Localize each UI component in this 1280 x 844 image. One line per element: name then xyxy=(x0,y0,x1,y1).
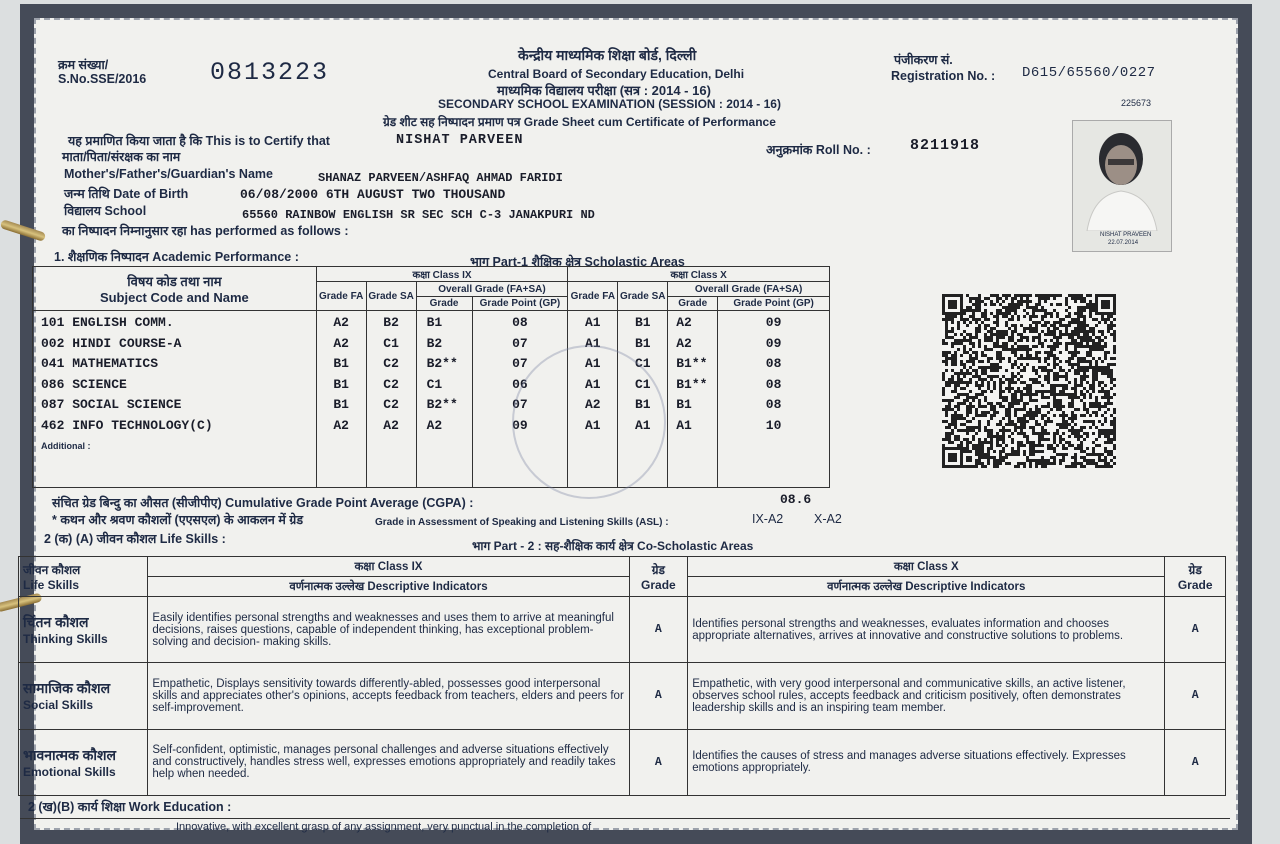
skill-grade-9: A xyxy=(629,729,688,795)
overall10-grade: B1** xyxy=(676,376,708,392)
skill-desc-10: Identifies the causes of stress and manages adverse situations effectively. Expresses emotions appropriately. xyxy=(688,729,1165,795)
gp9-value: 06 xyxy=(512,376,528,392)
subject-head-label: Subject Code and Name xyxy=(99,290,249,305)
fa10-grade: A1 xyxy=(585,417,601,433)
subject-name: 462 INFO TECHNOLOGY(C) xyxy=(41,417,213,433)
gp10-value: 08 xyxy=(765,397,782,412)
life-class9-head: कक्षा Class IX xyxy=(148,557,629,577)
fa9-grade: A2 xyxy=(333,417,349,433)
skill-name-hindi: चिंतन कौशल xyxy=(23,614,89,631)
skill-name: Social Skills xyxy=(23,698,94,713)
performed-label: का निष्पादन निम्नानुसार रहा has performed as follows : xyxy=(62,224,349,238)
gp10-value: 10 xyxy=(765,417,782,433)
dob-label: जन्म तिथि Date of Birth xyxy=(64,187,189,201)
work-education-divider xyxy=(20,818,1230,819)
asl-class9: IX-A2 xyxy=(752,512,784,526)
cgpa-label: संचित ग्रेड बिन्दु का औसत (सीजीपीए) Cumulative Grade Point Average (CGPA) : xyxy=(52,496,474,510)
work-education-title: 2 (ख)(B) कार्य शिक्षा Work Education : xyxy=(28,800,232,814)
grade-head-9: Grade xyxy=(416,297,472,311)
photo-date: 22.07.2014 xyxy=(1108,240,1139,246)
fa9-grade: B1 xyxy=(333,376,349,392)
sa10-grade: B1 xyxy=(634,335,651,351)
subject-head-hindi: विषय कोड तथा नाम xyxy=(127,274,222,289)
gp10-value: 08 xyxy=(765,376,782,392)
desc-head-9: वर्णनात्मक उल्लेख Descriptive Indicators xyxy=(148,577,629,597)
fa9-grade: A2 xyxy=(333,335,349,351)
life-skills-title: 2 (क) (A) जीवन कौशल Life Skills : xyxy=(44,532,226,546)
certify-label: यह प्रमाणित किया जाता है कि This is to Certify that xyxy=(68,134,330,148)
sno-label: S.No.SSE/2016 xyxy=(58,72,147,86)
sa9-grade: C2 xyxy=(383,376,399,392)
guardian-label: Mother's/Father's/Guardian's Name xyxy=(64,167,273,181)
life-grade9-head xyxy=(629,557,688,597)
gp9-value: 07 xyxy=(512,397,528,412)
skill-desc-10: Empathetic, with very good interpersonal and communicative skills, an active listener, observes school rules, accepts feedback and criticism positively, often demonstrates leadership skills and is an inspiring team member. xyxy=(688,663,1165,729)
roll-number: 8211918 xyxy=(910,137,981,154)
skill-grade-9: A xyxy=(629,663,688,729)
overall10-grade: A2 xyxy=(676,315,692,330)
academic-table xyxy=(32,266,830,488)
grade-sa-head-10: Grade SA xyxy=(618,282,668,311)
sa10-grade: B1 xyxy=(634,315,651,330)
sa9-grade: A2 xyxy=(383,417,399,433)
fa10-grade: A1 xyxy=(585,376,601,392)
overall9-grade: A2 xyxy=(426,417,443,433)
skill-name: Thinking Skills xyxy=(23,632,108,647)
overall9-grade: B2** xyxy=(426,397,458,412)
skill-name-hindi: सामाजिक कौशल xyxy=(23,680,111,697)
fa10-grade: A1 xyxy=(585,335,601,351)
sa10-grade: C1 xyxy=(634,376,651,392)
asl-label-hindi: * कथन और श्रवण कौशलों (एएसएल) के आकलन में ग्रेड xyxy=(52,513,304,527)
grade-sa-head-9: Grade SA xyxy=(366,282,416,311)
fa9-grade: B1 xyxy=(333,356,349,371)
overall10-grade: A1 xyxy=(676,417,692,433)
life-col-head-hindi: जीवन कौशल xyxy=(23,563,81,577)
skill-name-hindi: भावनात्मक कौशल xyxy=(23,746,116,763)
overall10-grade: A2 xyxy=(676,335,692,351)
guardian-name: SHANAZ PARVEEN/ASHFAQ AHMAD FARIDI xyxy=(318,171,563,185)
grade-label: Grade xyxy=(1177,578,1213,592)
subject-name: 002 HINDI COURSE-A xyxy=(41,335,182,351)
skill-name: Emotional Skills xyxy=(23,764,116,779)
asl-class10: X-A2 xyxy=(814,512,842,526)
grade-sheet-title: ग्रेड शीट सह निष्पादन प्रमाण पत्र Grade Sheet cum Certificate of Performance xyxy=(383,115,776,129)
student-name: NISHAT PARVEEN xyxy=(396,133,524,148)
school-seal-stamp xyxy=(512,345,666,499)
skill-grade-10: A xyxy=(1165,597,1226,663)
skill-grade-10: A xyxy=(1165,663,1226,729)
skill-desc-9: Self-confident, optimistic, manages personal challenges and adverse situations effectively and constructively, handles stress well, expresses emotions appropriately and readily takes help when needed. xyxy=(148,729,629,795)
life-col-head-label: Life Skills xyxy=(23,578,80,592)
gp10-value: 08 xyxy=(765,356,782,371)
life-grade10-head xyxy=(1165,557,1226,597)
life-skills-table xyxy=(18,556,1226,796)
fa10-grade: A1 xyxy=(585,356,601,371)
gp10-value: 09 xyxy=(765,315,782,330)
grade-fa-head-9: Grade FA xyxy=(316,282,366,311)
sa10-grade: B1 xyxy=(634,397,651,412)
gp9-value: 09 xyxy=(512,417,528,433)
academic-title: 1. शैक्षणिक निष्पादन Academic Performance : xyxy=(54,250,299,264)
part1-title: भाग Part-1 शैक्षिक क्षेत्र Scholastic Areas xyxy=(470,255,685,269)
gp9-value: 07 xyxy=(512,335,528,351)
exam-title: SECONDARY SCHOOL EXAMINATION (SESSION : 2014 - 16) xyxy=(438,97,781,111)
overall-head-10: Overall Grade (FA+SA) xyxy=(668,282,830,297)
date-of-birth: 06/08/2000 6TH AUGUST TWO THOUSAND xyxy=(240,187,506,202)
subject-name: 086 SCIENCE xyxy=(41,376,127,392)
board-name: Central Board of Secondary Education, Delhi xyxy=(488,67,745,81)
overall10-grade: B1 xyxy=(676,397,692,412)
reg-value: D615/65560/0227 xyxy=(1022,65,1156,81)
sno-value: 0813223 xyxy=(210,58,330,87)
overall9-grade: B1 xyxy=(426,315,443,330)
additional-label: Additional : xyxy=(41,441,91,451)
life-class10-head: कक्षा Class X xyxy=(688,557,1165,577)
overall10-grade: B1** xyxy=(676,356,708,371)
grade-head-10: Grade xyxy=(668,297,718,311)
subject-head xyxy=(33,267,317,311)
sa9-grade: C2 xyxy=(383,397,399,412)
grade-label: Grade xyxy=(641,578,676,592)
gp10-value: 09 xyxy=(765,335,782,351)
skill-grade-10: A xyxy=(1165,729,1226,795)
fa10-grade: A1 xyxy=(585,315,601,330)
exam-title-hindi: माध्यमिक विद्यालय परीक्षा (सत्र : 2014 - 16) xyxy=(497,83,711,98)
sa9-grade: C1 xyxy=(383,335,399,351)
photo-caption: NISHAT PRAVEEN xyxy=(1100,232,1152,238)
sno-label-hindi: क्रम संख्या/ xyxy=(58,58,109,72)
class10-head: कक्षा Class X xyxy=(568,267,830,282)
qr-code xyxy=(942,294,1116,468)
school-name: 65560 RAINBOW ENGLISH SR SEC SCH C-3 JANAKPURI ND xyxy=(242,208,595,222)
gp-head-10: Grade Point (GP) xyxy=(718,297,830,311)
subject-name: 041 MATHEMATICS xyxy=(41,356,159,371)
school-label: विद्यालय School xyxy=(64,204,147,218)
work-education-partial: Innovative, with excellent grasp of any assignment, very punctual in the completion of xyxy=(176,821,592,833)
asl-label: Grade in Assessment of Speaking and Listening Skills (ASL) : xyxy=(375,517,669,528)
subject-name: 087 SOCIAL SCIENCE xyxy=(41,397,182,412)
fa9-grade: B1 xyxy=(333,397,349,412)
fa9-grade: A2 xyxy=(333,315,349,330)
roll-label: अनुक्रमांक Roll No. : xyxy=(766,143,871,157)
gp-head-9: Grade Point (GP) xyxy=(472,297,568,311)
guardian-label-hindi: माता/पिता/संरक्षक का नाम xyxy=(62,150,181,164)
grade-fa-head-10: Grade FA xyxy=(568,282,618,311)
skill-grade-9: A xyxy=(629,597,688,663)
class9-head: कक्षा Class IX xyxy=(316,267,568,282)
cgpa-value: 08.6 xyxy=(780,492,812,507)
life-col-head xyxy=(19,557,148,597)
skill-desc-9: Empathetic, Displays sensitivity towards differently-abled, possesses good interpersonal skills and appreciates other's opinions, accepts feedback from teachers, elders and peers for self-improvement. xyxy=(148,663,629,729)
overall9-grade: B2** xyxy=(426,356,458,371)
serial-number: 225673 xyxy=(1121,98,1152,108)
skill-desc-9: Easily identifies personal strengths and weaknesses and uses them to arrive at meaningful decisions, raises questions, capable of independent thinking, has exceptional problem- solving and decision- making skills. xyxy=(148,597,629,663)
life-skill-row-emotional xyxy=(19,729,1226,795)
overall9-grade: B2 xyxy=(426,335,443,351)
desc-head-10: वर्णनात्मक उल्लेख Descriptive Indicators xyxy=(688,577,1165,597)
grade-hindi: ग्रेड xyxy=(1188,563,1202,577)
grade-hindi: ग्रेड xyxy=(651,563,665,577)
sa9-grade: B2 xyxy=(383,315,399,330)
reg-label-hindi: पंजीकरण सं. xyxy=(894,53,953,67)
overall-head-9: Overall Grade (FA+SA) xyxy=(416,282,568,297)
sa10-grade: C1 xyxy=(634,356,651,371)
skill-desc-10: Identifies personal strengths and weaknesses, evaluates information and chooses appropriate alternatives, arrives at innovative and constructive solutions to problems. xyxy=(688,597,1165,663)
part2-title: भाग Part - 2 : सह-शैक्षिक कार्य क्षेत्र Co-Scholastic Areas xyxy=(472,539,754,553)
board-name-hindi: केन्द्रीय माध्यमिक शिक्षा बोर्ड, दिल्ली xyxy=(518,47,697,63)
overall9-grade: C1 xyxy=(426,376,443,392)
life-skill-row-thinking xyxy=(19,597,1226,663)
sa9-grade: C2 xyxy=(383,356,399,371)
fa10-grade: A2 xyxy=(585,397,601,412)
reg-label: Registration No. : xyxy=(891,69,996,83)
sa10-grade: A1 xyxy=(634,417,651,433)
life-skill-row-social xyxy=(19,663,1226,729)
gp9-value: 07 xyxy=(512,356,528,371)
subject-name: 101 ENGLISH COMM. xyxy=(41,315,174,330)
gp9-value: 08 xyxy=(512,315,528,330)
